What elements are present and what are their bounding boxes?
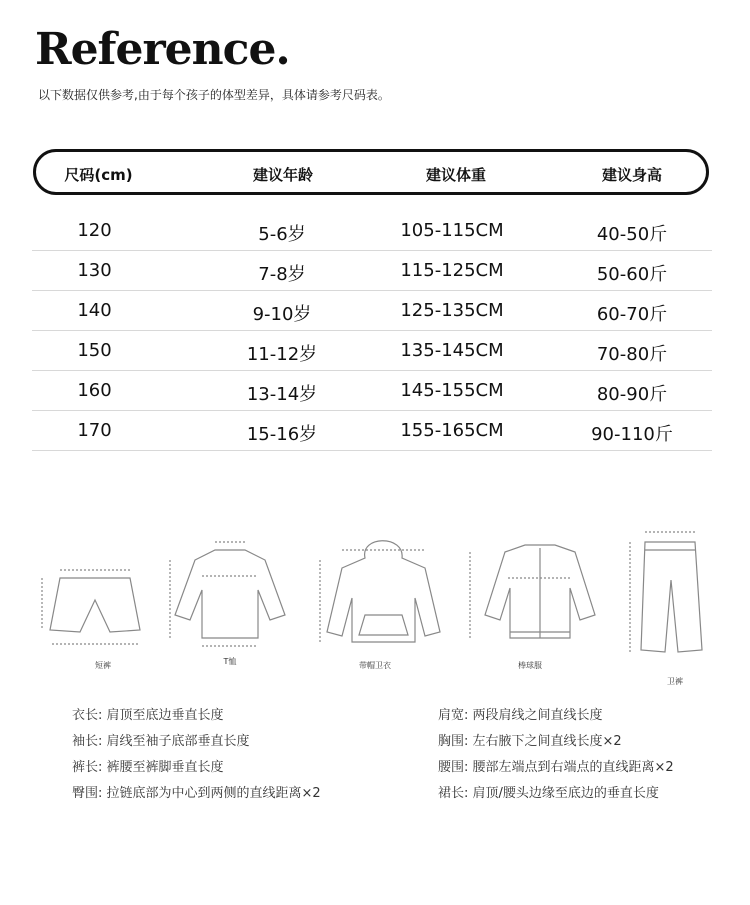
cell-size: 170 (77, 420, 112, 441)
cell-height: 50-60斤 (596, 264, 668, 285)
cell-weight: 105-115CM (400, 220, 504, 241)
cell-weight: 135-145CM (400, 340, 504, 361)
table-row (32, 330, 712, 371)
column-header-height: 建议身高 (601, 166, 662, 184)
note-garment-length: 衣长: 肩顶至底边垂直长度 (72, 708, 224, 723)
caption-baseball-jacket: 棒球服 (518, 661, 542, 670)
cell-age: 15-16岁 (246, 424, 318, 445)
cell-age: 11-12岁 (246, 344, 318, 365)
caption-tshirt: T恤 (223, 657, 237, 666)
note-chest: 胸围: 左右腋下之间直线长度×2 (438, 734, 622, 749)
note-shoulder-width: 肩宽: 两段肩线之间直线长度 (438, 708, 603, 723)
cell-age: 5-6岁 (258, 224, 306, 245)
table-row (32, 290, 712, 331)
caption-shorts: 短裤 (95, 661, 111, 670)
cell-size: 140 (77, 300, 112, 321)
garment-illustrations (30, 520, 720, 680)
cell-weight: 125-135CM (400, 300, 504, 321)
note-hip: 臀围: 拉链底部为中心到两侧的直线距离×2 (72, 786, 321, 801)
page-subtitle: 以下数据仅供参考,由于每个孩子的体型差异，具体请参考尺码表。 (38, 88, 390, 102)
cell-age: 9-10岁 (252, 304, 312, 325)
cell-size: 130 (77, 260, 112, 281)
cell-weight: 155-165CM (400, 420, 504, 441)
tshirt-diagram (170, 542, 285, 646)
cell-age: 7-8岁 (258, 264, 306, 285)
joggers-diagram (630, 532, 702, 652)
hoodie-diagram (320, 541, 440, 642)
cell-height: 70-80斤 (596, 344, 668, 365)
column-header-weight: 建议体重 (425, 166, 486, 184)
cell-height: 40-50斤 (596, 224, 668, 245)
note-sleeve-length: 袖长: 肩线至袖子底部垂直长度 (72, 734, 250, 749)
cell-size: 150 (77, 340, 112, 361)
caption-hoodie: 带帽卫衣 (359, 661, 391, 670)
column-header-age: 建议年龄 (252, 166, 313, 184)
size-table-header (33, 149, 709, 195)
baseball-jacket-diagram (470, 545, 595, 638)
cell-age: 13-14岁 (246, 384, 318, 405)
note-pants-length: 裤长: 裤腰至裤脚垂直长度 (72, 760, 224, 775)
shorts-diagram (42, 570, 140, 644)
note-waist: 腰围: 腰部左端点到右端点的直线距离×2 (438, 760, 674, 775)
cell-size: 160 (77, 380, 112, 401)
page-title: Reference. (35, 24, 290, 75)
cell-height: 60-70斤 (596, 304, 668, 325)
table-row (32, 370, 712, 411)
cell-weight: 115-125CM (400, 260, 504, 281)
table-row (32, 250, 712, 291)
column-header-size: 尺码(cm) (64, 166, 133, 184)
table-row (32, 410, 712, 451)
cell-weight: 145-155CM (400, 380, 504, 401)
cell-height: 90-110斤 (591, 424, 673, 445)
cell-height: 80-90斤 (596, 384, 668, 405)
cell-size: 120 (77, 220, 112, 241)
caption-joggers: 卫裤 (667, 677, 683, 686)
note-skirt-length: 裙长: 肩顶/腰头边缘至底边的垂直长度 (438, 786, 659, 801)
table-row (32, 210, 712, 251)
